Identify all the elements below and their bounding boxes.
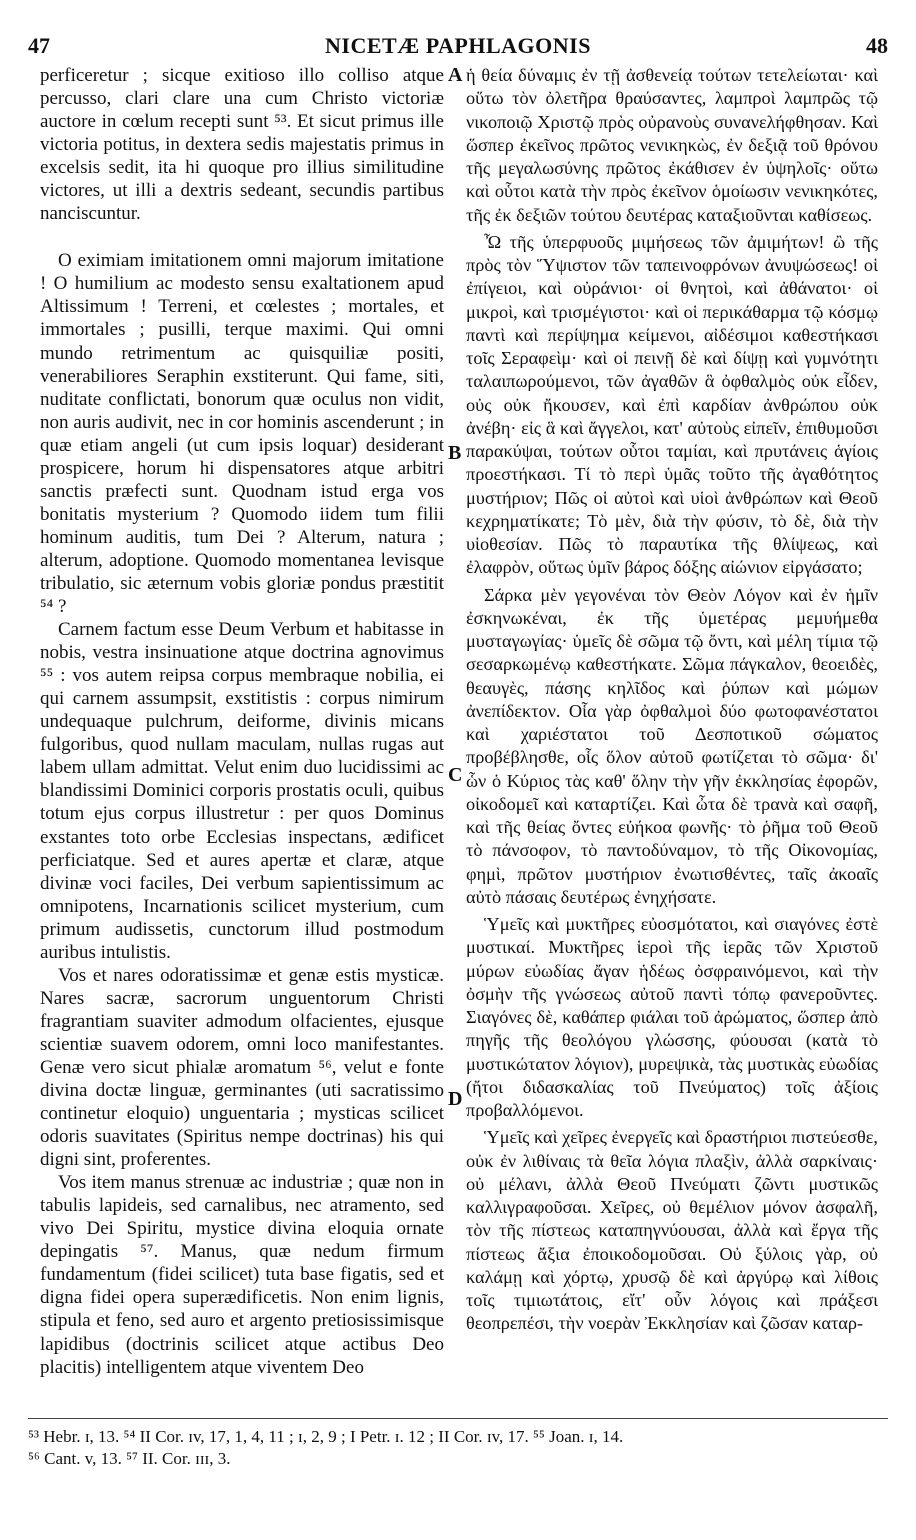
latin-column bbox=[40, 64, 444, 1379]
footnotes bbox=[28, 1426, 888, 1470]
running-title: NICETÆ PAPHLAGONIS bbox=[325, 33, 591, 58]
latin-paragraph: perficeretur ; sicque exitioso illo colliso atque percusso, clari clare una cum Christo victoriæ auctore in cœlum recepti sunt ⁵³. Et sicut primus ille victoria potitus, in dextera sedis majestatis primus in excelsis sedit, ita hi quoque pro illius similitudine victores, ut illi a dextris sedeant, secundis partibus nanciscuntur. bbox=[40, 65, 444, 225]
left-page-number: 47 bbox=[28, 33, 50, 58]
greek-paragraph: Ὦ τῆς ὑπερφυοῦς μιμήσεως τῶν ἀμιμήτων! ὢ τῆς πρὸς τὸν Ὕψιστον τῶν ταπεινοφρόνων ἀνυψώσεως! οἱ ἐπίγειοι, καὶ οὐράνιοι· οἱ θνητοὶ, καὶ ἀθάνατοι· οἱ μικροὶ, καὶ τρισμέγιστοι· καὶ οἱ περικάθαρμα τῷ κόσμῳ παντὶ καὶ περίψημα κείμενοι, αἰδέσιμοι καθεστήκασι τοῖς Σεραφεὶμ· καὶ οἱ πεινῇ δὲ καὶ δίψῃ καὶ γυμνότητι ταλαιπωρούμενοι, τῶν ἀγαθῶν ἃ ὀφθαλμὸς οὐκ εἶδεν, οὐς οὐκ ἤκουσεν, καὶ ἐπὶ καρδίαν ἀνθρώπου οὐκ ἀνέβη· εἰς ἃ καὶ ἄγγελοι, κατ' αὐτοὺς εἰπεῖν, ἐπιθυμοῦσι παρακύψαι, τούτων οὗτοι ταμίαι, καὶ πρυτάνεις ἁγίοις προεστήκασι. Τί τὸ περὶ ὑμᾶς τοῦτο τῆς ἀγαθότητος μυστήριον; Πῶς οἱ αὐτοὶ καὶ υἱοὶ ἀνθρώπων καὶ Θεοῦ κεχρηματίκατε; Τὸ μὲν, διὰ τὴν φύσιν, τὸ δὲ, διὰ τὴν υἱοθεσίαν. Πῶς τὸ παραυτίκα τῆς θλίψεως, καὶ ἐλαφρὸν, οὕτως ὑμῖν βάρος δόξης αἰώνιον εἰργάσατο; bbox=[466, 231, 878, 578]
right-page-number: 48 bbox=[866, 33, 888, 58]
greek-column bbox=[466, 64, 878, 1336]
latin-paragraph: Vos et nares odoratissimæ et genæ estis mysticæ. Nares sacræ, sacrorum unguentorum Christi fragrantiam suaviter admodum olfacientes, ejusque scientiæ suavem odorem, omni loco manifestantes. Genæ vero sicut phialæ aromatum ⁵⁶, velut e fonte divina doctæ linguæ, germinantes (uti sacratissimo continetur eloquio) unguentaria ; mysticas scilicet odoris suavitates (Spiritus nempe doctrinas) his qui digni sint, proferentes. bbox=[40, 964, 444, 1171]
latin-paragraph: Carnem factum esse Deum Verbum et habitasse in nobis, vestra insinuatione atque doctrina agnovimus ⁵⁵ : vos autem reipsa corpus membraque nobilia, ei qui carnem assumpsit, exstitistis : corpus nimirum undequaque pulchrum, deiforme, divinis micans fulgoribus, quod nullam maculam, nullas rugas aut labem ullam admittat. Velut enim duo lucidissimi ac blandissimi Dominici corporis prostatis oculi, quibus totum ejus corpus illustretur : per quos Dominus exstantes toto orbe Ecclesias inspectans, ædificet perficiatque. Sed et aures apertæ et claræ, atque divinæ voci faciles, Dei verbum sapientissimum ac omnipotens, Incarnationis scilicet mysterium, cum primum audissetis, cunctorum illud postmodum auribus intulistis. bbox=[40, 619, 444, 963]
greek-paragraph: Ὑμεῖς καὶ μυκτῆρες εὐοσμότατοι, καὶ σιαγόνες ἐστὲ μυστικαί. Μυκτῆρες ἱεροὶ τῆς ἱερᾶς τῶν Χριστοῦ μύρων εὐωδίας ἄγαν ἡδέως ὀσφραινόμενοι, καὶ τὴν ὀσμὴν τῆς γνώσεως αὐτοῦ παντὶ τόπῳ φανεροῦντες. Σιαγόνες δὲ, καθάπερ φιάλαι τοῦ ἀρώματος, ὥσπερ ἀπὸ πηγῆς τῆς θεολόγου γλώσσης, φύουσαι (κατὰ τὸ μυστικώτατον λόγιον), μυρεψικὰ, τὰς μυστικὰς εὐωδίας (ἤτοι διδασκαλίας τοῦ Πνεύματος) τοῖς ἀξίοις προβαλλόμενοι. bbox=[466, 914, 878, 1120]
greek-paragraph: Σάρκα μὲν γεγονέναι τὸν Θεὸν Λόγον καὶ ἐν ἡμῖν ἐσκηνωκέναι, ἐκ τῆς ὑμετέρας μεμυήμεθα μυσταγωγίας· ὑμεῖς δὲ σῶμα τῷ ὄντι, καὶ μέλη τίμια τῷ σεσαρκωμένῳ καθεστήκατε. Σῶμα πάγκαλον, θεοειδὲς, θεαυγὲς, πάσης κηλῖδος καὶ ῥύπων καὶ μώμων ἀνεπίδεκτον. Οἷα γὰρ ὀφθαλμοὶ δύο φωτοφανέστατοι καὶ χαριέστατοι τοῦ Δεσποτικοῦ σώματος προβέβλησθε, οἷς ὅλον αὐτοῦ φωτίζεται τὸ σῶμα· δι' ὧν ὁ Κύριος τὰς καθ' ὅλην τὴν γῆν ἐκκλησίας ἐφορῶν, οἰκοδομεῖ καὶ καταρτίζει. Καὶ ὦτα δὲ τρανὰ καὶ σαφῆ, καὶ τῆς θείας ὄντες εὐήκοα φωνῆς· τὸ ῥῆμα τοῦ Θεοῦ τὸ πάνσοφον, τὸ παντοδύναμον, τὸ τῆς Οἰκονομίας, φημὶ, πρῶτον μυστήριον ἐνωτισθέντες, ταῖς ἀκοαῖς αὐτὸ πάσαις δευτέρως ἐνηχήσατε. bbox=[466, 584, 878, 907]
footnote-divider bbox=[28, 1418, 888, 1419]
greek-paragraph: Ὑμεῖς καὶ χεῖρες ἐνεργεῖς καὶ δραστήριοι πιστεύεσθε, οὐκ ἐν λιθίναις τὰ θεῖα λόγια πλαξὶν, ἀλλὰ σαρκίναις· οὐ μέλανι, ἀλλὰ Θεοῦ Πνεύματι ζῶντι μυστικῶς καλλιγραφοῦσαι. Χεῖρες, οὐ θεμέλιον μόνον ἀσφαλῆ, τὸν τῆς πίστεως καταπηγνύουσαι, ἀλλὰ καὶ ἔργα τῆς πίστεως ἄξια ἐποικοδομοῦσαι. Οὐ ξύλοις γὰρ, οὐ καλάμῃ καὶ χόρτῳ, χρυσῷ δὲ καὶ ἀργύρῳ καὶ λίθοις τοῖς τιμιωτάτοις, εἴτ' οὖν λόγοις καὶ πράξεσι θεοπρεπέσι, τὴν νοερὰν Ἐκκλησίαν καὶ ζῶσαν καταρ- bbox=[466, 1127, 878, 1334]
footnote-line: ⁵³ Hebr. ɪ, 13. ⁵⁴ II Cor. ɪv, 17, 1, 4, 11 ; ɪ, 2, 9 ; I Petr. ɪ. 12 ; II Cor. ɪv, 17. ⁵⁵ Joan. ɪ, 14. bbox=[28, 1427, 624, 1446]
section-marker-b: B bbox=[448, 442, 462, 464]
section-marker-a: A bbox=[448, 64, 463, 86]
latin-paragraph: Vos item manus strenuæ ac industriæ ; quæ non in tabulis lapideis, sed carnalibus, nec atramento, sed vivo Dei Spiritu, mystice divina eloquia ornate depingatis ⁵⁷. Manus, quæ nedum firmum fundamentum (fidei scilicet) tuta base figatis, sed et digna fidei opera superædificetis. Non enim lignis, stipula et feno, sed auro et argento pretiosissimisque lapidibus (doctrinis scilicet atque actibus Deo placitis) intelligentem atque viventem Deo bbox=[40, 1172, 444, 1378]
section-marker-c: C bbox=[448, 764, 463, 786]
greek-paragraph: ἡ θεία δύναμις ἐν τῇ ἀσθενείᾳ τούτων τετελείωται· καὶ οὕτω τὸν ὀλετῆρα θραύσαντες, λαμπροὶ λαμπρῶς τῷ νικοποιῷ Χριστῷ πρὸς οὐρανοὺς συνανελήφθησαν. Καὶ ὥσπερ ἐκεῖνος πρῶτος νενικηκὼς, ἐν δεξιᾷ τοῦ θρόνου τῆς μεγαλωσύνης πρῶτος ἐκάθισεν ἐν ὑψηλοῖς· οὕτω καὶ οὗτοι κατὰ τὴν πρὸς ἐκεῖνον ὁμοίωσιν νενικηκότες, τῆς ἐκ δεξιῶν τούτου δευτέρας καταξιοῦνται καθίσεως. bbox=[466, 65, 878, 225]
section-marker-d: D bbox=[448, 1088, 463, 1110]
footnote-line: ⁵⁶ Cant. v, 13. ⁵⁷ II. Cor. ɪɪɪ, 3. bbox=[28, 1449, 231, 1468]
latin-paragraph: O eximiam imitationem omni majorum imitatione ! O humilium ac modesto sensu exaltationem apud Altissimum ! Terreni, et cœlestes ; mortales, et immortales ; pusilli, terque maximi. Qui omni mundo retrimentum ac quisquiliæ positi, venerabiliores Seraphin exstiterunt. Qui fame, siti, nuditate conflictati, bonorum quæ oculus non vidit, non auris audivit, nec in cor hominis ascenderunt ; in quæ etiam angeli (ut cum ipsis loquar) desiderant prospicere, horum hi dispensatores atque arbitri sanctis præfecti sunt. Quodnam istud erga vos bonitatis mysterium ? Quomodo iidem tum filii hominum auditis, tum Dei ? Alterum, natura ; alterum, adoptione. Quomodo momentanea levisque tribulatio, sic æternum vobis gloriæ pondus præstitit ⁵⁴ ? bbox=[40, 250, 444, 618]
